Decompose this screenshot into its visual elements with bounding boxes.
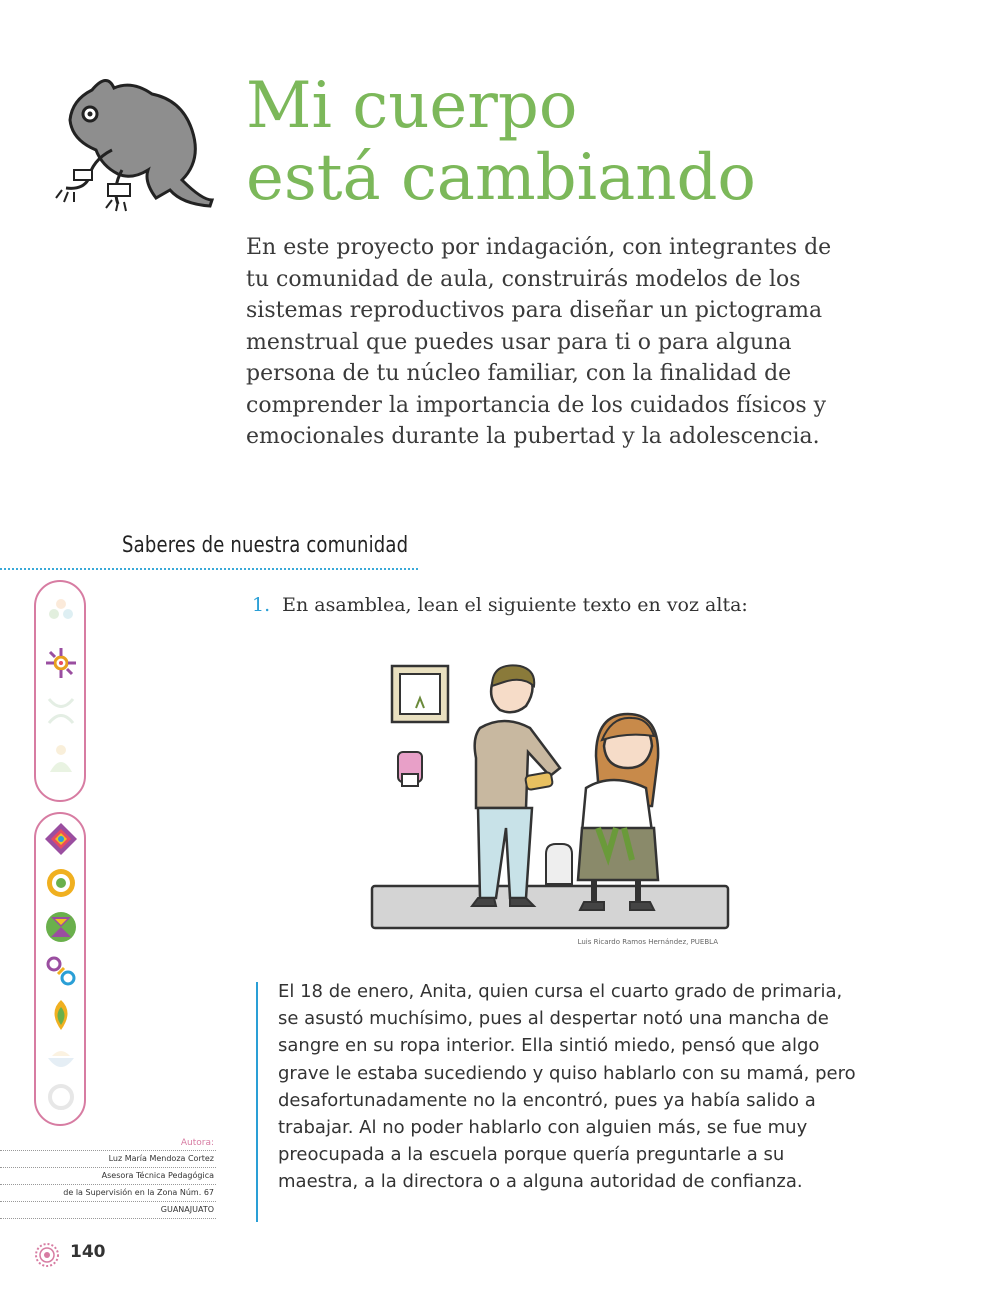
author-label: Autora: — [180, 1138, 214, 1148]
page-number: 140 — [70, 1242, 106, 1262]
faded-person-icon — [44, 742, 78, 776]
illustration-credit: Luis Ricardo Ramos Hernández, PUEBLA — [577, 938, 718, 946]
faded-ring-icon — [44, 1080, 78, 1114]
intro-paragraph: En este proyecto por indagación, con integrantes de tu comunidad de aula, construirás modelos de los sistemas reproductivos para diseñar un pictograma menstrual que puedes usar para ti o para alguna persona de tu núcleo familiar, con la finalidad de comprender la importancia de los cuidados físicos y emocionales durante la pubertad y la adolescencia. — [246, 235, 832, 449]
diamond-glyph-icon — [44, 822, 78, 856]
author-role: Asesora Técnica Pedagógica — [0, 1167, 216, 1184]
step-instruction — [252, 594, 748, 616]
hourglass-glyph-icon — [44, 910, 78, 944]
author-name: Luz María Mendoza Cortez — [0, 1150, 216, 1167]
page-ornament-icon — [34, 1242, 60, 1268]
author-zone: de la Supervisión en la Zona Núm. 67 — [0, 1184, 216, 1201]
author-credit-box — [0, 1136, 216, 1219]
author-state: GUANAJUATO — [0, 1201, 216, 1219]
step-text: En asamblea, lean el siguiente texto en voz alta: — [282, 594, 748, 616]
lotus-glyph-icon — [44, 998, 78, 1032]
story-paragraph: El 18 de enero, Anita, quien cursa el cuarto grado de primaria, se asustó muchísimo, pues al despertar notó una mancha de sangre en su ropa interior. Ella sintió miedo, pensó que algo grave le estaba sucediendo y quiso hablarlo con su mamá, pero desafortunadamente no la encontró, pues ya había salido a trabajar. Al no poder hablarlo con alguien más, se fue muy preocupada a la escuela porque quería preguntarle a su maestra, a la directora o a alguna autoridad de confianza. — [278, 981, 856, 1193]
mother-daughter-illustration — [368, 650, 734, 938]
title-line-1: Mi cuerpo — [246, 69, 578, 143]
step-number: 1. — [252, 594, 271, 616]
spiral-glyph-icon — [44, 866, 78, 900]
faded-flower-icon — [44, 594, 78, 628]
faded-figure-icon — [44, 694, 78, 728]
section-heading: Saberes de nuestra comunidad — [122, 533, 409, 558]
link-glyph-icon — [44, 954, 78, 988]
sun-glyph-icon — [44, 646, 78, 680]
mascot-icon — [52, 70, 216, 212]
section-divider — [0, 568, 418, 570]
title-line-2: está cambiando — [246, 141, 756, 215]
page-title — [246, 70, 946, 214]
faded-bowl-icon — [44, 1042, 78, 1076]
story-accent-bar — [256, 982, 258, 1222]
